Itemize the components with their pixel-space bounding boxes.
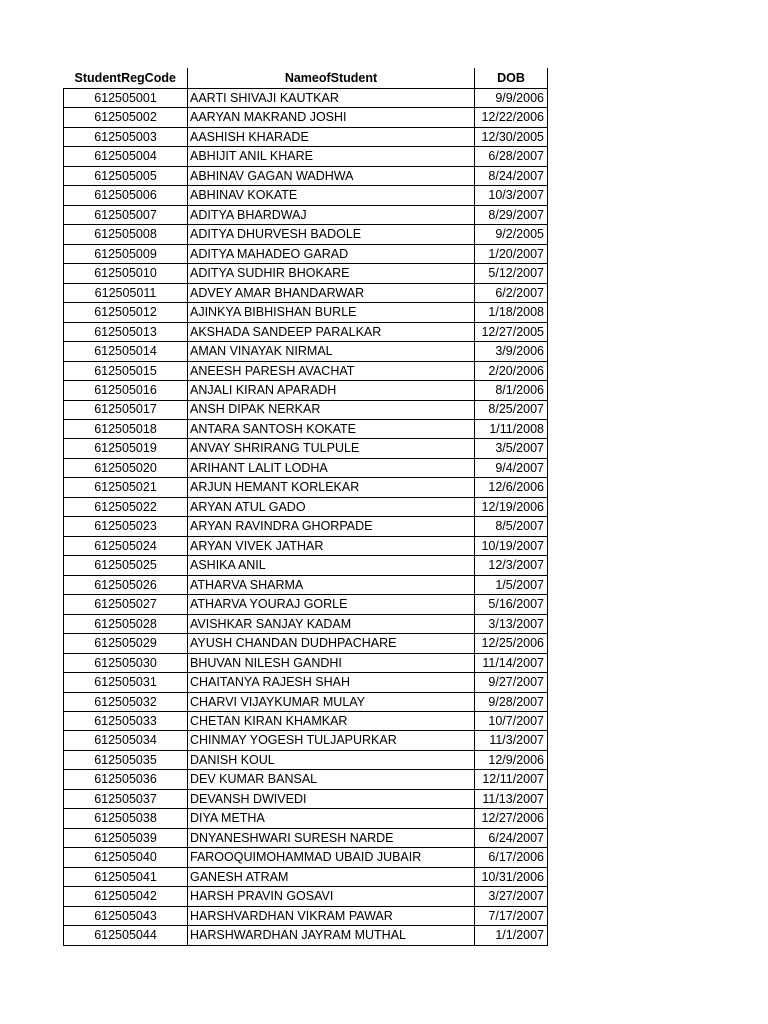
dob-cell[interactable]: 9/2/2005 — [475, 225, 548, 244]
column-header-reg-code: StudentRegCode — [74, 71, 176, 85]
column-header-dob: DOB — [475, 68, 548, 89]
student-name-cell[interactable]: GANESH ATRAM — [188, 867, 475, 886]
table-row — [64, 303, 548, 322]
dob-cell[interactable]: 3/5/2007 — [475, 439, 548, 458]
table-row — [64, 828, 548, 847]
dob-cell[interactable]: 12/11/2007 — [475, 770, 548, 789]
student-name-cell[interactable]: ABHINAV KOKATE — [188, 186, 475, 205]
dob-cell[interactable]: 8/25/2007 — [475, 400, 548, 419]
reg-code-cell[interactable]: 612505043 — [64, 906, 188, 925]
reg-code-cell[interactable]: 612505035 — [64, 750, 188, 769]
table-row — [64, 439, 548, 458]
reg-code-cell[interactable]: 612505014 — [64, 342, 188, 361]
reg-code-cell[interactable]: 612505041 — [64, 867, 188, 886]
dob-cell[interactable]: 12/27/2005 — [475, 322, 548, 341]
student-name-cell[interactable]: ARIHANT LALIT LODHA — [188, 458, 475, 477]
reg-code-cell[interactable]: 612505020 — [64, 458, 188, 477]
dob-cell[interactable]: 9/9/2006 — [475, 89, 548, 108]
table-row — [64, 536, 548, 555]
reg-code-cell[interactable]: 612505008 — [64, 225, 188, 244]
dob-cell[interactable]: 11/3/2007 — [475, 731, 548, 750]
dob-cell[interactable]: 6/28/2007 — [475, 147, 548, 166]
reg-code-cell[interactable]: 612505028 — [64, 614, 188, 633]
dob-cell[interactable]: 8/1/2006 — [475, 381, 548, 400]
table-row — [64, 750, 548, 769]
table-row — [64, 614, 548, 633]
reg-code-cell[interactable]: 612505033 — [64, 712, 188, 731]
table-row — [64, 225, 548, 244]
dob-cell[interactable]: 8/29/2007 — [475, 205, 548, 224]
dob-cell[interactable]: 8/5/2007 — [475, 517, 548, 536]
table-row — [64, 186, 548, 205]
reg-code-cell[interactable]: 612505005 — [64, 166, 188, 185]
reg-code-cell[interactable]: 612505026 — [64, 575, 188, 594]
reg-code-cell[interactable]: 612505006 — [64, 186, 188, 205]
dob-cell[interactable]: 6/2/2007 — [475, 283, 548, 302]
reg-code-cell[interactable]: 612505010 — [64, 264, 188, 283]
student-name-cell[interactable]: AKSHADA SANDEEP PARALKAR — [188, 322, 475, 341]
table-row — [64, 731, 548, 750]
student-sheet — [63, 68, 548, 946]
reg-code-cell[interactable]: 612505023 — [64, 517, 188, 536]
dob-cell[interactable]: 2/20/2006 — [475, 361, 548, 380]
reg-code-cell[interactable]: 612505029 — [64, 634, 188, 653]
student-name-cell[interactable]: DIYA METHA — [188, 809, 475, 828]
student-table — [63, 68, 548, 946]
reg-code-cell[interactable]: 612505027 — [64, 595, 188, 614]
table-row — [64, 789, 548, 808]
student-name-cell[interactable]: DEVANSH DWIVEDI — [188, 789, 475, 808]
table-row — [64, 653, 548, 672]
dob-cell[interactable]: 1/11/2008 — [475, 419, 548, 438]
reg-code-cell[interactable]: 612505013 — [64, 322, 188, 341]
dob-cell[interactable]: 9/27/2007 — [475, 673, 548, 692]
table-row — [64, 770, 548, 789]
student-name-cell[interactable]: AASHISH KHARADE — [188, 127, 475, 146]
student-name-cell[interactable]: ANVAY SHRIRANG TULPULE — [188, 439, 475, 458]
student-name-cell[interactable]: ADITYA DHURVESH BADOLE — [188, 225, 475, 244]
reg-code-cell[interactable]: 612505044 — [64, 926, 188, 945]
reg-code-cell[interactable]: 612505009 — [64, 244, 188, 263]
table-row — [64, 575, 548, 594]
table-row — [64, 809, 548, 828]
reg-code-cell[interactable]: 612505034 — [64, 731, 188, 750]
dob-cell[interactable]: 12/22/2006 — [475, 108, 548, 127]
dob-cell[interactable]: 12/3/2007 — [475, 556, 548, 575]
dob-cell[interactable]: 11/14/2007 — [475, 653, 548, 672]
dob-cell[interactable]: 1/18/2008 — [475, 303, 548, 322]
dob-cell[interactable]: 10/31/2006 — [475, 867, 548, 886]
dob-cell[interactable]: 5/16/2007 — [475, 595, 548, 614]
table-row — [64, 89, 548, 108]
table-row — [64, 147, 548, 166]
table-row — [64, 205, 548, 224]
table-row — [64, 283, 548, 302]
reg-code-cell[interactable]: 612505022 — [64, 497, 188, 516]
table-row — [64, 400, 548, 419]
dob-cell[interactable]: 9/28/2007 — [475, 692, 548, 711]
dob-cell[interactable]: 10/3/2007 — [475, 186, 548, 205]
table-row — [64, 712, 548, 731]
table-row — [64, 108, 548, 127]
student-name-cell[interactable]: DEV KUMAR BANSAL — [188, 770, 475, 789]
reg-code-cell[interactable]: 612505037 — [64, 789, 188, 808]
student-name-cell[interactable]: ANJALI KIRAN APARADH — [188, 381, 475, 400]
reg-code-cell[interactable]: 612505019 — [64, 439, 188, 458]
dob-cell[interactable]: 3/9/2006 — [475, 342, 548, 361]
student-name-cell[interactable]: HARSHWARDHAN JAYRAM MUTHAL — [188, 926, 475, 945]
table-row — [64, 906, 548, 925]
table-row — [64, 419, 548, 438]
reg-code-cell[interactable]: 612505012 — [64, 303, 188, 322]
reg-code-cell[interactable]: 612505025 — [64, 556, 188, 575]
reg-code-cell[interactable]: 612505003 — [64, 127, 188, 146]
dob-cell[interactable]: 1/1/2007 — [475, 926, 548, 945]
student-name-cell[interactable]: ARYAN ATUL GADO — [188, 497, 475, 516]
student-name-cell[interactable]: ADITYA BHARDWAJ — [188, 205, 475, 224]
student-name-cell[interactable]: ABHINAV GAGAN WADHWA — [188, 166, 475, 185]
table-row — [64, 322, 548, 341]
student-name-cell[interactable]: AARYAN MAKRAND JOSHI — [188, 108, 475, 127]
dob-cell[interactable]: 11/13/2007 — [475, 789, 548, 808]
table-row — [64, 887, 548, 906]
table-row — [64, 634, 548, 653]
dob-cell[interactable]: 12/6/2006 — [475, 478, 548, 497]
dob-cell[interactable]: 1/5/2007 — [475, 575, 548, 594]
table-row — [64, 478, 548, 497]
table-row — [64, 264, 548, 283]
reg-code-cell[interactable]: 612505036 — [64, 770, 188, 789]
reg-code-cell[interactable]: 612505015 — [64, 361, 188, 380]
dob-cell[interactable]: 12/30/2005 — [475, 127, 548, 146]
student-name-cell[interactable]: AJINKYA BIBHISHAN BURLE — [188, 303, 475, 322]
student-name-cell[interactable]: ANEESH PARESH AVACHAT — [188, 361, 475, 380]
dob-cell[interactable]: 10/19/2007 — [475, 536, 548, 555]
student-name-cell[interactable]: CHINMAY YOGESH TULJAPURKAR — [188, 731, 475, 750]
table-header — [64, 68, 548, 89]
student-name-cell[interactable]: DANISH KOUL — [188, 750, 475, 769]
reg-code-cell[interactable]: 612505011 — [64, 283, 188, 302]
dob-cell[interactable]: 3/13/2007 — [475, 614, 548, 633]
dob-cell[interactable]: 6/17/2006 — [475, 848, 548, 867]
table-row — [64, 595, 548, 614]
dob-cell[interactable]: 8/24/2007 — [475, 166, 548, 185]
reg-code-cell[interactable]: 612505018 — [64, 419, 188, 438]
student-name-cell[interactable]: HARSH PRAVIN GOSAVI — [188, 887, 475, 906]
reg-code-cell[interactable]: 612505004 — [64, 147, 188, 166]
table-row — [64, 497, 548, 516]
dob-cell[interactable]: 12/25/2006 — [475, 634, 548, 653]
student-name-cell[interactable]: CHARVI VIJAYKUMAR MULAY — [188, 692, 475, 711]
table-row — [64, 244, 548, 263]
table-row — [64, 867, 548, 886]
reg-code-cell[interactable]: 612505021 — [64, 478, 188, 497]
student-name-cell[interactable]: ARJUN HEMANT KORLEKAR — [188, 478, 475, 497]
table-row — [64, 848, 548, 867]
reg-code-cell[interactable]: 612505024 — [64, 536, 188, 555]
reg-code-cell[interactable]: 612505042 — [64, 887, 188, 906]
student-name-cell[interactable]: HARSHVARDHAN VIKRAM PAWAR — [188, 906, 475, 925]
student-name-cell[interactable]: ANSH DIPAK NERKAR — [188, 400, 475, 419]
reg-code-cell[interactable]: 612505017 — [64, 400, 188, 419]
student-name-cell[interactable]: BHUVAN NILESH GANDHI — [188, 653, 475, 672]
table-row — [64, 692, 548, 711]
student-name-cell[interactable]: AMAN VINAYAK NIRMAL — [188, 342, 475, 361]
table-row — [64, 926, 548, 945]
table-row — [64, 517, 548, 536]
reg-code-cell[interactable]: 612505039 — [64, 828, 188, 847]
table-body — [64, 89, 548, 946]
table-row — [64, 673, 548, 692]
reg-code-cell[interactable]: 612505016 — [64, 381, 188, 400]
dob-cell[interactable]: 10/7/2007 — [475, 712, 548, 731]
table-row — [64, 342, 548, 361]
dob-cell[interactable]: 12/27/2006 — [475, 809, 548, 828]
table-row — [64, 166, 548, 185]
student-name-cell[interactable]: ATHARVA YOURAJ GORLE — [188, 595, 475, 614]
reg-code-cell[interactable]: 612505031 — [64, 673, 188, 692]
student-name-cell[interactable]: ADVEY AMAR BHANDARWAR — [188, 283, 475, 302]
table-row — [64, 361, 548, 380]
student-name-cell[interactable]: ARYAN RAVINDRA GHORPADE — [188, 517, 475, 536]
reg-code-cell[interactable]: 612505032 — [64, 692, 188, 711]
reg-code-cell[interactable]: 612505007 — [64, 205, 188, 224]
column-header-name: NameofStudent — [188, 68, 475, 89]
dob-cell[interactable]: 1/20/2007 — [475, 244, 548, 263]
table-row — [64, 556, 548, 575]
student-name-cell[interactable]: ADITYA SUDHIR BHOKARE — [188, 264, 475, 283]
student-name-cell[interactable]: ABHIJIT ANIL KHARE — [188, 147, 475, 166]
student-name-cell[interactable]: AVISHKAR SANJAY KADAM — [188, 614, 475, 633]
table-row — [64, 381, 548, 400]
student-name-cell[interactable]: ANTARA SANTOSH KOKATE — [188, 419, 475, 438]
reg-code-cell[interactable]: 612505038 — [64, 809, 188, 828]
dob-cell[interactable]: 9/4/2007 — [475, 458, 548, 477]
reg-code-cell[interactable]: 612505002 — [64, 108, 188, 127]
student-name-cell[interactable]: CHETAN KIRAN KHAMKAR — [188, 712, 475, 731]
student-name-cell[interactable]: AARTI SHIVAJI KAUTKAR — [188, 89, 475, 108]
student-name-cell[interactable]: AYUSH CHANDAN DUDHPACHARE — [188, 634, 475, 653]
student-name-cell[interactable]: ADITYA MAHADEO GARAD — [188, 244, 475, 263]
header-row — [64, 68, 548, 89]
student-name-cell[interactable]: ASHIKA ANIL — [188, 556, 475, 575]
dob-cell[interactable]: 5/12/2007 — [475, 264, 548, 283]
student-name-cell[interactable]: ATHARVA SHARMA — [188, 575, 475, 594]
dob-cell[interactable]: 12/19/2006 — [475, 497, 548, 516]
dob-cell[interactable]: 7/17/2007 — [475, 906, 548, 925]
table-row — [64, 458, 548, 477]
dob-cell[interactable]: 6/24/2007 — [475, 828, 548, 847]
dob-cell[interactable]: 3/27/2007 — [475, 887, 548, 906]
student-name-cell[interactable]: FAROOQUIMOHAMMAD UBAID JUBAIR — [188, 848, 475, 867]
reg-code-cell[interactable]: 612505001 — [64, 89, 188, 108]
dob-cell[interactable]: 12/9/2006 — [475, 750, 548, 769]
student-name-cell[interactable]: ARYAN VIVEK JATHAR — [188, 536, 475, 555]
student-name-cell[interactable]: DNYANESHWARI SURESH NARDE — [188, 828, 475, 847]
table-row — [64, 127, 548, 146]
reg-code-cell[interactable]: 612505040 — [64, 848, 188, 867]
reg-code-cell[interactable]: 612505030 — [64, 653, 188, 672]
student-name-cell[interactable]: CHAITANYA RAJESH SHAH — [188, 673, 475, 692]
